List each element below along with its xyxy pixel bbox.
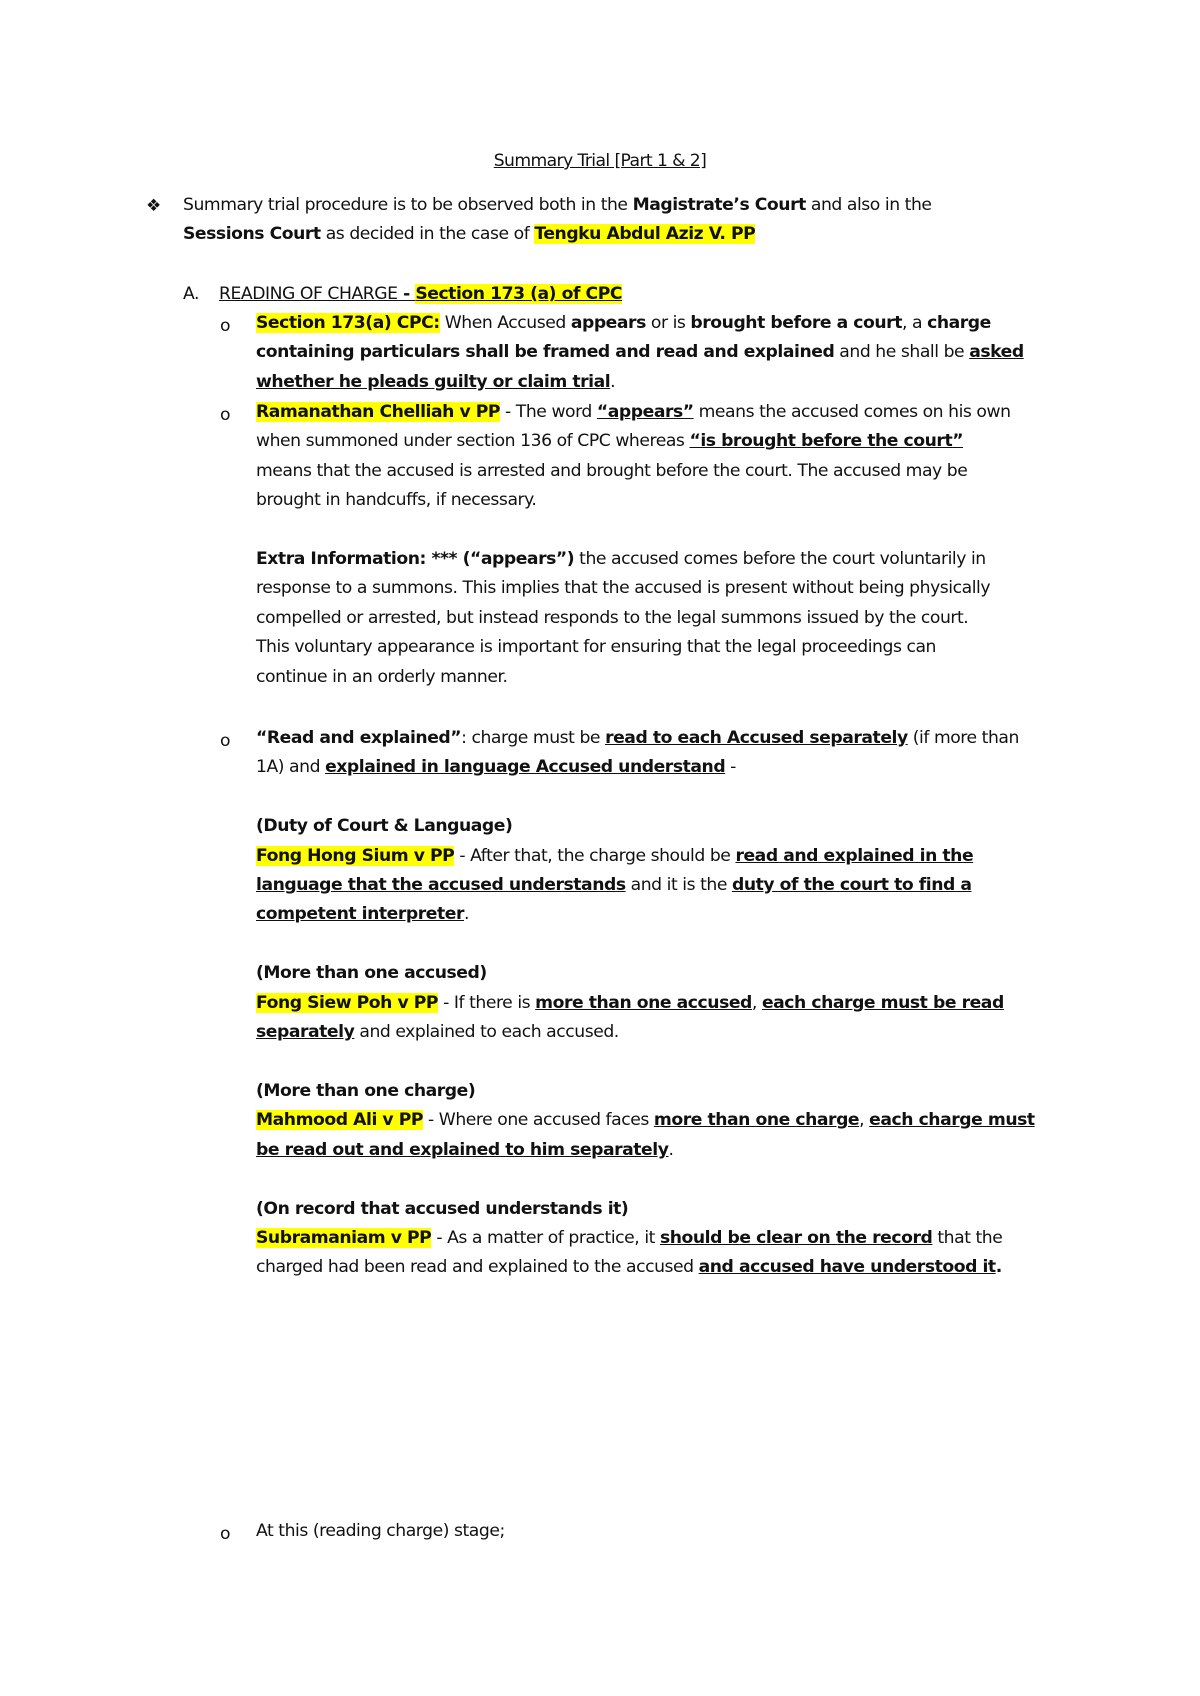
c2-underlined-2: each charge must be read — [761, 992, 1004, 1013]
hollow-circle-bullet-icon: o — [220, 731, 231, 751]
item3-text-4: - — [725, 757, 736, 778]
section-173a-cpc-label: Section 173(a) CPC: — [256, 313, 440, 333]
c1-underlined-4: competent interpreter — [256, 904, 464, 925]
extra-appears-bold: *** (“appears”) — [425, 549, 575, 570]
c1-underlined-1: read and explained in the — [735, 845, 974, 866]
c3-text: - Where one accused faces — [423, 1110, 654, 1131]
brought-before-court-quote: “is brought before the court” — [689, 431, 964, 452]
c1-period: . — [464, 904, 470, 925]
item2-text: - The word — [500, 402, 597, 422]
read-and-explained-label: “Read and explained” — [256, 728, 462, 748]
c1-underlined-2: language that the accused understands — [256, 875, 626, 896]
c1-text-2: and it is the — [625, 875, 732, 896]
subheading-duty-of-court: (Duty of Court & Language) — [256, 816, 513, 837]
c3-underlined-1: more than one charge — [653, 1110, 860, 1131]
c4-underlined-1: should be clear on the record — [659, 1227, 933, 1248]
extra-text-5: continue in an orderly manner. — [256, 666, 508, 687]
c2-underlined-1: more than one accused — [535, 992, 752, 1013]
page-title: Summary Trial [Part 1 & 2] — [493, 151, 707, 171]
item-ramanathan — [256, 398, 1096, 692]
extra-text-1: the accused comes before the court voluntarily in — [574, 549, 986, 570]
item2-text-2: means the accused comes on his own — [693, 402, 1011, 422]
subheading-more-than-one-charge: (More than one charge) — [256, 1080, 476, 1101]
c1-underlined-3: duty of the court to find a — [731, 875, 972, 896]
c2-underlined-3: separately — [256, 1022, 355, 1043]
item-reading-charge-stage — [256, 1517, 505, 1546]
case-tengku-abdul-aziz: Tengku Abdul Aziz V. PP — [534, 224, 756, 245]
c2-comma: , — [751, 992, 762, 1013]
item3-text-2: (if more than — [907, 728, 1019, 748]
case-fong-hong-sium: Fong Hong Sium v PP — [256, 845, 455, 866]
c3-underlined-2: each charge must — [869, 1110, 1035, 1131]
section-a-heading — [219, 280, 622, 309]
intro-paragraph — [183, 191, 1043, 250]
c3-period: . — [668, 1139, 674, 1160]
item-read-and-explained — [256, 724, 1096, 1283]
item3-text-3: 1A) and — [256, 757, 326, 778]
item2-text-5: brought in handcuffs, if necessary. — [256, 490, 537, 511]
reading-charge-stage-text: At this (reading charge) stage; — [256, 1521, 505, 1541]
section-heading-dash: - — [397, 284, 416, 304]
hollow-circle-bullet-icon: o — [220, 1524, 231, 1544]
item3-text: : charge must be — [461, 728, 606, 748]
c2-text: - If there is — [438, 992, 536, 1013]
c4-text-3: charged had been read and explained to the accused — [256, 1257, 699, 1278]
c1-text: - After that, the charge should be — [454, 845, 736, 866]
item1-text-3: , a — [901, 313, 928, 333]
four-diamond-bullet-icon: ❖ — [146, 196, 161, 216]
brought-before-court-bold: brought before a court — [690, 313, 902, 333]
extra-text-4: This voluntary appearance is important for ensuring that the legal proceedings can — [256, 637, 936, 658]
subheading-more-than-one-accused: (More than one accused) — [256, 963, 487, 984]
intro-text: Summary trial procedure is to be observed both in the — [183, 195, 633, 215]
extra-information-label: Extra Information: — [256, 549, 426, 570]
hollow-circle-bullet-icon: o — [220, 405, 231, 425]
appears-bold: appears — [570, 313, 646, 333]
case-subramaniam: Subramaniam v PP — [256, 1227, 432, 1248]
c3-comma: , — [859, 1110, 870, 1131]
charge-bold: charge — [927, 313, 991, 333]
item1-text: When Accused — [439, 313, 571, 333]
extra-text-2: response to a summons. This implies that the accused is present without being physically — [256, 578, 991, 599]
intro-text-2: and also in the — [805, 195, 932, 215]
item2-text-3: when summoned under section 136 of CPC whereas — [256, 431, 690, 452]
c3-underlined-3: be read out and explained to him separately — [256, 1139, 669, 1160]
magistrates-court-text: Magistrate’s Court — [632, 195, 806, 215]
item-section-173a — [256, 309, 1056, 397]
explained-language-underlined: explained in language Accused understand — [325, 757, 726, 778]
pleads-guilty-underlined: whether he pleads guilty or claim trial — [256, 371, 611, 392]
case-mahmood-ali: Mahmood Ali v PP — [256, 1110, 423, 1131]
appears-quote: “appears” — [596, 402, 694, 422]
c4-text-2: that the — [932, 1227, 1003, 1248]
section-173a-ref: Section 173 (a) of CPC — [415, 284, 623, 304]
read-separately-underlined: read to each Accused separately — [605, 728, 908, 748]
item2-text-4: means that the accused is arrested and brought before the court. The accused may be — [256, 460, 968, 481]
c4-period: . — [995, 1257, 1002, 1278]
particulars-bold: containing particulars shall be framed and read and explained — [256, 342, 835, 363]
c2-text-2: and explained to each accused. — [354, 1022, 619, 1043]
sessions-court-text: Sessions Court — [183, 224, 321, 245]
asked-underlined: asked — [969, 342, 1024, 363]
extra-text-3: compelled or arrested, but instead responds to the legal summons issued by the court. — [256, 607, 969, 628]
c4-underlined-2: and accused have understood it — [698, 1257, 996, 1278]
item1-period: . — [610, 371, 616, 392]
case-fong-siew-poh: Fong Siew Poh v PP — [256, 992, 439, 1013]
section-heading-text: READING OF CHARGE — [219, 284, 398, 304]
section-letter: A. — [183, 284, 200, 304]
subheading-on-record: (On record that accused understands it) — [256, 1198, 629, 1219]
item1-text-2: or is — [645, 313, 691, 333]
hollow-circle-bullet-icon: o — [220, 316, 231, 336]
c4-text: - As a matter of practice, it — [431, 1227, 660, 1248]
intro-text-3: as decided in the case of — [320, 224, 535, 245]
case-ramanathan-chelliah: Ramanathan Chelliah v PP — [256, 402, 501, 422]
item1-text-4: and he shall be — [834, 342, 970, 363]
